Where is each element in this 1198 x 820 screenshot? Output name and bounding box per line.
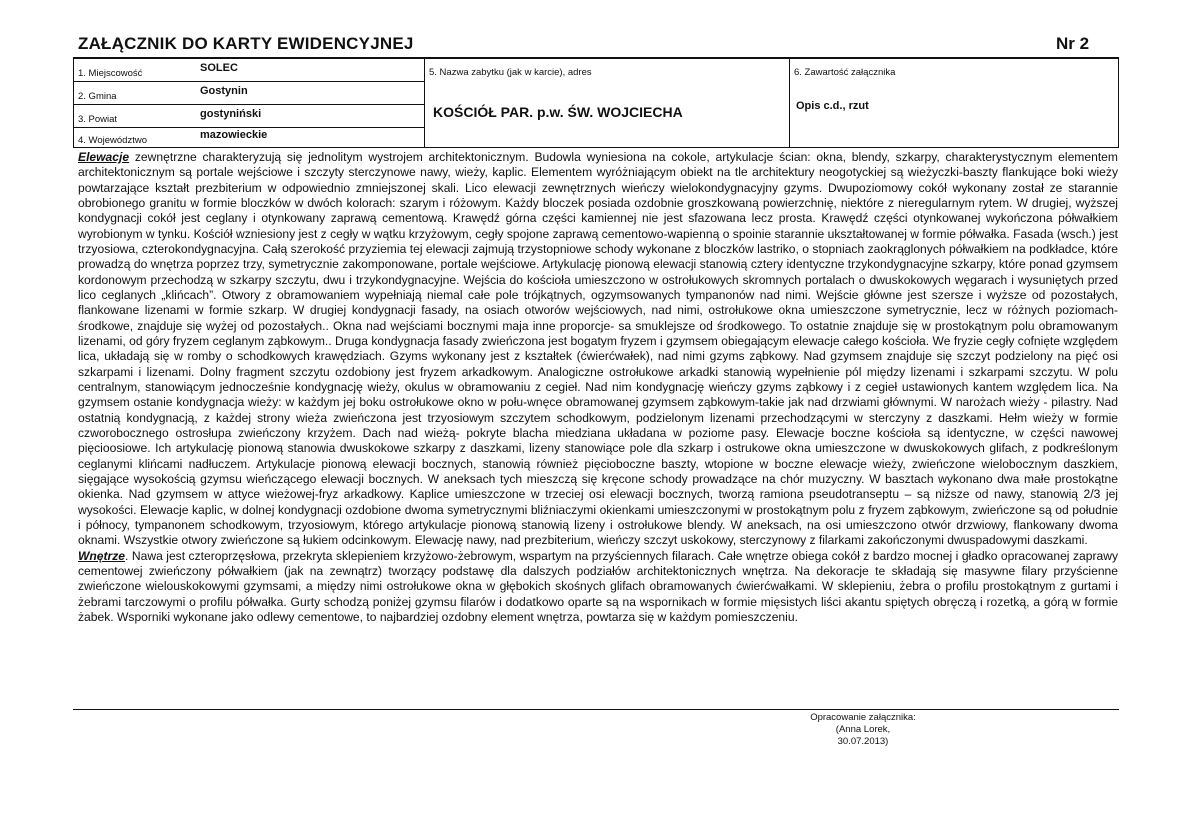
footer-line-2: (Anna Lorek, — [835, 724, 891, 735]
description-body — [78, 150, 1118, 625]
location-column — [74, 59, 425, 147]
elewacje-heading: Elewacje — [78, 150, 130, 164]
bottom-divider — [73, 709, 1119, 710]
gmina-label: 2. Gmina — [78, 91, 117, 102]
footer-line-1: Opracowanie załącznika: — [810, 712, 916, 723]
attachment-contents-column — [790, 59, 1118, 147]
monument-name-column — [425, 59, 790, 147]
footer-line-3: 30.07.2013) — [837, 736, 889, 747]
header-table — [73, 57, 1119, 148]
document-number: Nr 2 — [1056, 34, 1090, 53]
row-miejscowosc — [74, 59, 424, 82]
powiat-label: 3. Powiat — [78, 114, 118, 125]
row-powiat — [74, 105, 424, 128]
wnetrze-paragraph — [78, 549, 1118, 626]
miejscowosc-value: SOLEC — [200, 62, 238, 74]
wojewodztwo-value: mazowieckie — [200, 129, 268, 141]
gmina-value: Gostynin — [200, 85, 248, 97]
miejscowosc-label: 1. Miejscowość — [78, 68, 143, 79]
zawartosc-value: Opis c.d., rzut — [796, 100, 869, 112]
wnetrze-text: . Nawa jest czteroprzęsłowa, przekryta sklepieniem krzyżowo-żebrowym, wspartym na przyściennych filarach. Całe wnętrze obiega cokół z bardzo mocnej i gładko opracowanej zaprawy cementowej zwieńczony półwałkiem (jak na zewnątrz) tworzący podstawę dla dalszych podziałów architektonicznych wnętrza. Na dekoracje te składają się masywne filary przyścienne zwieńczone wielouskokowymi gzymsami, a między nimi ostrołukowe okna w głębokich skośnych glifach obramowanych ćwierćwałkami. W sklepieniu, żebra o profilu prostokątnym z gurtami i żebrami tarczowymi o profilu półwałka. Gurty schodzą poniżej gzymsu filarów i dodatkowo oparte są na wspornikach w formie mięsistych liści akantu spiętych obręczą i rozetką, a górą w formie żabek. Wsporniki wykonane jako odlewy cementowe, to najbardziej ozdobny element wnętrza, powtarza się w każdym pomieszczeniu. — [78, 548, 1118, 624]
zawartosc-label: 6. Zawartość załącznika — [794, 67, 896, 78]
monument-name: KOŚCIÓŁ PAR. p.w. ŚW. WOJCIECHA — [433, 104, 683, 120]
document-title: ZAŁĄCZNIK DO KARTY EWIDENCYJNEJ — [78, 34, 414, 53]
nazwa-label: 5. Nazwa zabytku (jak w karcie), adres — [429, 67, 592, 78]
powiat-value: gostyniński — [200, 108, 262, 120]
wojewodztwo-label: 4. Województwo — [78, 135, 147, 146]
wnetrze-heading: Wnętrze — [78, 548, 126, 563]
author-footer — [778, 712, 948, 748]
elewacje-paragraph — [78, 150, 1118, 549]
elewacje-text: zewnętrzne charakteryzują się jednolitym wystrojem architektonicznym. Budowla wyniesiona na cokole, artykulacje ścian: okna, blendy, szkarpy, charakterystycznym elementem architektonicznym są portale wejściowe i szczyty sterczynowe nawy, wieży, kaplic. Elementem wyróżniającym obiekt na tle architektury neogotyckiej są wieżyczki-baszty flankujące boki wieży powtarzające kształt prezbiterium w odpowiednio zmniejszonej skali. Lico elewacji zewnętrznych wieńczy wielokondygnacyjny gzyms. Dwupoziomowy cokół wykonany został ze starannie obrobionego granitu w formie bloczków w dwóch kolorach: szarym i różowym. Każdy bloczek posiada ozdobnie groszkowaną powierzchnię, niektóre z nieregularnym rytem. W drugiej, wyższej kondygnacji cokół jest ceglany i otynkowany zaprawą cementową. Krawędź górna części kamiennej nie jest sfazowana lecz prosta. Krawędź części otynkowanej wykończona półwałkiem wyrobionym w tynku. Kościół wzniesiony jest z cegły w wątku krzyżowym, cegły spojone zaprawą cementowo-wapienną o spoinie starannie ukształtowanej w formie półwałka. Fasada (wsch.) jest trzyosiowa, czterokondygnacyjna. Całą szerokość przyziemia tej elewacji zajmują trzystopniowe schody wykonane z bloczków lastriko, o stopniach zaokrąglonych półwałkiem na podkładce, które prowadzą do wnętrza poprzez trzy, symetrycznie zakomponowane, portale wejściowe. Artykulację pionową elewacji stanowią cztery identyczne trzykondygnacyjne szkarpy, które ponad gzymsem kordonowym przechodzą w szkarpy szczytu, dwu i trzykondygnacyjne. Wejścia do kościoła umieszczono w ostrołukowych skromnych portalach o dwuskokowych węgarach i wysuniętych przed lico ceglanych „klińcach”. Otwory z obramowaniem wypełniają niemal całe pole trójkątnych, ogzymsowanych tympanonów nad nimi. Wejście główne jest szersze i wyższe od pozostałych, flankowane lizenami w formie szkarp. W drugiej kondygnacji fasady, na osiach otworów wejściowych, nad nimi, ostrołukowe okna umieszczone symetrycznie, lecz w różnych poziomach-środkowe, znajduje się wyżej od pozostałych.. Okna nad wejściami bocznymi maja inne proporcje- sa smuklejsze od środkowego. To ostatnie znajduje się w prostokątnym polu obramowanym lizenami, od góry fryzem ceglanym ząbkowym.. Druga kondygnacja fasady zwieńczona jest bogatym fryzem i gzymsem obiegającym elewacje całego kościoła. We fryzie cegły cofnięte względem lica, układają się w romby o schodkowych krawędziach. Gzyms wykonany jest z kształtek (ćwierćwałek), nad nimi gzyms ząbkowy. Nad gzymsem znajduje się szczyt podzielony na pięć osi szkarpami i lizenami. Dolny fragment szczytu ozdobiony jest fryzem arkadkowym. Analogiczne ostrołukowe arkadki stanowią wypełnienie pól między lizenami i szkarpami szczytu. W polu centralnym, stanowiącym jednocześnie kondygnację wieży, okulus w obramowaniu z cegieł. Nad nim kondygnację wieńczy gzyms ząbkowy i z cegieł ustawionych kantem względem lica. Na gzymsem ostanie kondygnacja wieży: w każdym jej boku ostrołukowe okno w połu-wnęce obramowanej gzymsem ząbkowym-takie jak nad drzwiami głównymi. W narożach wieży - pilastry. Nad ostatnią kondygnacją, z każdej strony wieża zwieńczona jest trzyosiowym szczytem schodkowym, podzielonym lizenami przechodzącymi w sterczyny z daszkami. Hełm wieży w formie czworobocznego ostrosłupa zwieńczony krzyżem. Dach nad wieżą- pokryte blacha miedziana układana w poziome pasy. Elewacje boczne kościoła są identyczne, w części nawowej pięcioosiowe. Ich artykulację pionową stanowia dwuskokowe szkarpy z daszkami, lizeny stanowiące pole dla szkarp i ostrukowe okna umieszczone w dwuskokowych glifach, z podkreślonym ceglanymi klińcami nadłuczem. Artykulacje pionową elewacji bocznych, stanowią również pięcioboczne baszty, wtopione w boczne elewacje wieży, zwieńczone wielobocznym daszkiem, sięgające wysokością gzymsu wieńczącego elewacji bocznych. W aneksach tych mieszczą się kręcone schody prowadzące na chór muzyczny. W basztach wykonano dwa małe prostokątne okienka. Nad gzymsem w attyce wieżowej-fryz arkadkowy. Kaplice umieszczone w trzeciej osi elewacji bocznych, tworzą ramiona pseudotranseptu – są niższe od nawy, stanowią 2/3 jej wysokości. Elewacje kaplic, w dolnej kondygnacji ozdobione dwoma symetrycznymi bliźniaczymi okienkami umieszczonymi w prostokątnym polu z fryzem ząbkowym, zwieńczone są od południe i północy, tympanonem schodkowym, trzyosiowym, którego artykulacje pionową stanowią lizeny i ostrołukowe blendy. W aneksach, na osi umieszczono otwór drzwiowy, flankowany dwoma oknami. Wszystkie otwory zwieńczone są łukiem odcinkowym. Elewację nawy, nad prezbiterium, wieńczy szczyt uskokowy, sterczynowy z filarkami zakończonymi dwuspadowymi daszkami. — [78, 150, 1118, 548]
row-wojewodztwo — [74, 128, 424, 147]
row-gmina — [74, 82, 424, 105]
